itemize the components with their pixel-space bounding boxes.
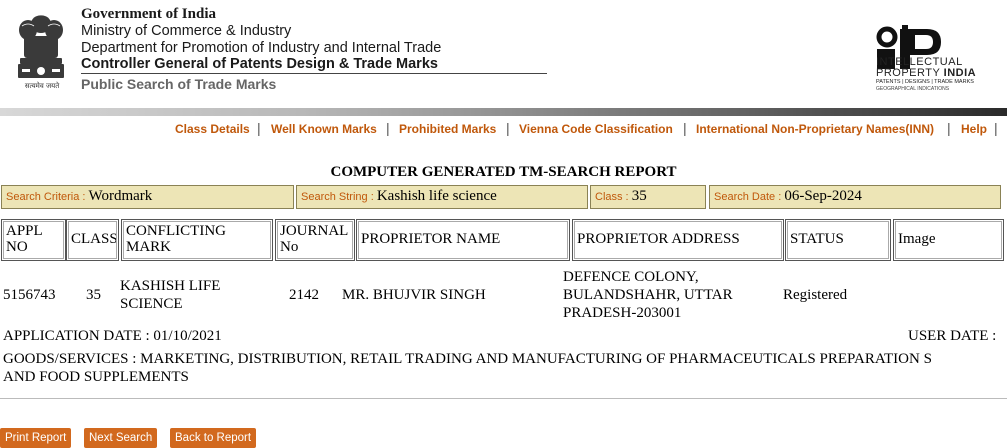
- report-title: COMPUTER GENERATED TM-SEARCH REPORT: [330, 164, 677, 180]
- row-class: 35: [86, 287, 101, 303]
- row-journal-no: 2142: [289, 287, 319, 303]
- class-value: 35: [631, 188, 647, 204]
- gov-line-4: Controller General of Patents Design & Trade Marks: [81, 56, 438, 72]
- print-report-button[interactable]: Print Report: [0, 428, 71, 448]
- nav-separator: |: [257, 120, 261, 136]
- ip-india-wordmark: [876, 57, 976, 92]
- search-criteria-box: [1, 185, 294, 209]
- application-date: APPLICATION DATE : 01/10/2021: [3, 328, 222, 344]
- next-search-button[interactable]: Next Search: [84, 428, 157, 448]
- row-conflicting-mark: KASHISH LIFE SCIENCE: [120, 278, 221, 312]
- nav-vienna-code-classification[interactable]: Vienna Code Classification: [519, 122, 673, 136]
- row-proprietor-address: DEFENCE COLONY, BULANDSHAHR, UTTAR PRADESH-203001: [563, 269, 733, 321]
- col-header-status: STATUS: [785, 219, 891, 261]
- ip-text-line-1: INTELLECTUAL: [876, 56, 963, 68]
- search-string-value: Kashish life science: [376, 188, 497, 204]
- back-to-report-button[interactable]: Back to Report: [170, 428, 256, 448]
- gov-line-2: Ministry of Commerce & Industry: [81, 23, 292, 39]
- nav-prohibited-marks[interactable]: Prohibited Marks: [399, 122, 497, 136]
- ip-text-line-3: PATENTS | DESIGNS | TRADE MARKS: [876, 79, 974, 85]
- col-header-image: Image: [893, 219, 1004, 261]
- government-heading: [81, 6, 441, 73]
- ip-text-line-2: PROPERTY INDIA: [876, 67, 977, 79]
- row-status: Registered: [783, 287, 848, 303]
- content-divider: [0, 398, 1007, 399]
- nav-separator: |: [386, 120, 390, 136]
- gov-line-1: Government of India: [81, 6, 216, 22]
- top-nav: [0, 120, 1007, 138]
- row-appl-no: 5156743: [3, 287, 56, 303]
- col-header-proprietor-name: PROPRIETOR NAME: [356, 219, 570, 261]
- col-header-proprietor-address: PROPRIETOR ADDRESS: [572, 219, 784, 261]
- nav-help[interactable]: Help: [961, 122, 988, 136]
- search-criteria-label: Search Criteria :: [6, 191, 89, 203]
- ip-text-line-4: GEOGRAPHICAL INDICATIONS: [876, 86, 950, 92]
- nav-separator: |: [683, 120, 687, 136]
- col-header-journal-no: JOURNAL No: [275, 219, 355, 261]
- search-string-box: [296, 185, 588, 209]
- search-string-label: Search String :: [301, 191, 377, 203]
- nav-class-details[interactable]: Class Details: [175, 122, 250, 136]
- user-date: USER DATE :: [908, 328, 997, 344]
- search-date-label: Search Date :: [714, 191, 785, 203]
- col-header-appl-no: APPL NO: [1, 219, 66, 261]
- search-date-value: 06-Sep-2024: [784, 188, 862, 204]
- header-gradient-bar: [0, 108, 1007, 116]
- nav-separator: |: [506, 120, 510, 136]
- emblem-caption: सत्यमेव जयते: [24, 82, 60, 90]
- public-search-title: Public Search of Trade Marks: [81, 76, 277, 92]
- class-label: Class :: [595, 191, 632, 203]
- search-date-box: [709, 185, 1001, 209]
- nav-inn[interactable]: International Non-Proprietary Names(INN): [696, 122, 935, 136]
- search-criteria-value: Wordmark: [88, 188, 153, 204]
- nav-separator: |: [994, 120, 998, 136]
- nav-well-known-marks[interactable]: Well Known Marks: [271, 122, 377, 136]
- col-header-class: CLASS: [66, 219, 119, 261]
- page-header: [0, 0, 1007, 108]
- col-header-conflicting-mark: CONFLICTING MARK: [121, 219, 273, 261]
- goods-services: GOODS/SERVICES : MARKETING, DISTRIBUTION, RETAIL TRADING AND MANUFACTURING OF PHARMACEUTICALS PREPARATION S AND FOOD SUPPLEMENTS: [3, 351, 932, 385]
- gov-line-3: Department for Promotion of Industry and Internal Trade: [81, 39, 442, 56]
- row-proprietor-name: MR. BHUJVIR SINGH: [342, 287, 486, 303]
- heading-divider: [81, 73, 547, 74]
- class-box: [590, 185, 706, 209]
- national-emblem-icon: [12, 6, 70, 92]
- nav-separator: |: [947, 120, 951, 136]
